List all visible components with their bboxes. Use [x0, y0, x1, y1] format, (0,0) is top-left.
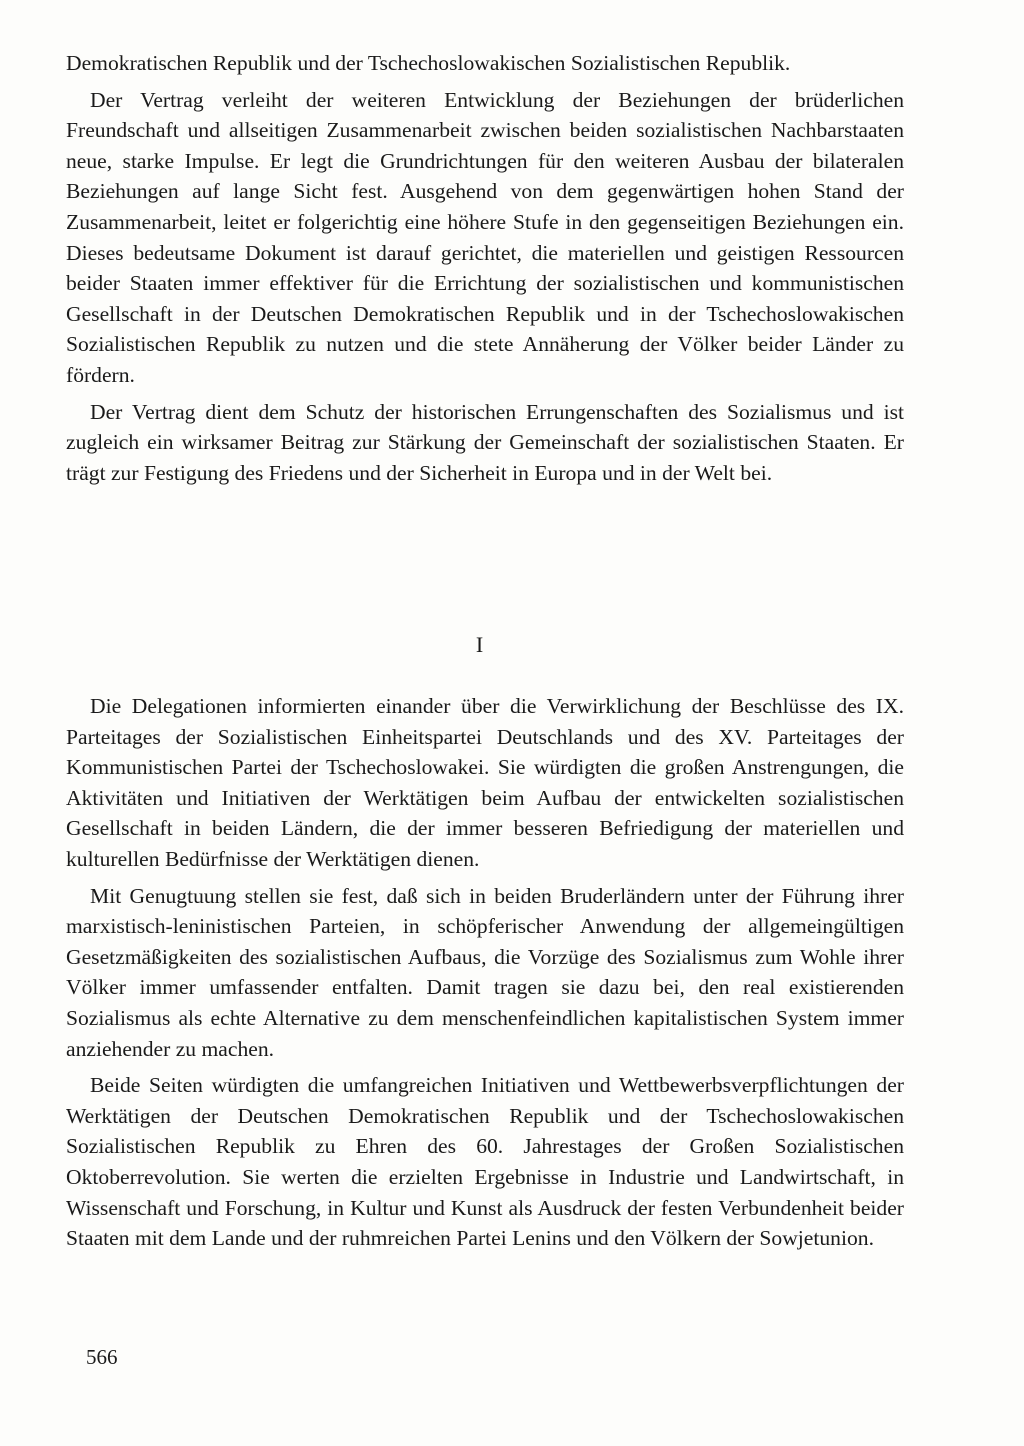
paragraph-continuation: Demokratischen Republik und der Tschechoslowakischen Sozialistischen Republik. [66, 51, 791, 75]
page-number: 566 [86, 1345, 118, 1369]
paragraph: Der Vertrag dient dem Schutz der historischen Errungenschaften des Sozialismus und ist zugleich ein wirksamer Beitrag zur Stärkung der Gemeinschaft der sozialistischen Staaten. Er trägt zur Festigung des Friedens und der Sicherheit in Europa und in der Welt bei. [66, 399, 904, 485]
opening-text-block [66, 48, 904, 488]
section-heading: I [475, 632, 485, 657]
paragraph: Mit Genugtuung stellen sie fest, daß sich in beiden Bruderländern unter der Führung ihrer marxistisch-leninistischen Parteien, in schöpferischer Anwendung der allgemeingültigen Gesetzmäßigkeiten des sozialistischen Aufbaus, die Vorzüge des Sozialismus zum Wohle ihrer Völker immer umfassender entfalten. Damit tragen sie dazu bei, den real existierenden Sozialismus als echte Alternative zu dem menschenfeindlichen kapitalistischen System immer anziehender zu machen. [66, 883, 904, 1061]
paragraph: Beide Seiten würdigten die umfangreichen Initiativen und Wettbewerbsverpflichtungen der Werktätigen der Deutschen Demokratischen Republik und der Tschechoslowakischen Sozialistischen Republik zu Ehren des 60. Jahrestages der Großen Sozialistischen Oktoberrevolution. Sie werten die erzielten Ergebnisse in Industrie und Landwirtschaft, in Wissenschaft und Forschung, in Kultur und Kunst als Ausdruck der festen Verbundenheit beider Staaten mit dem Lande und der ruhmreichen Partei Lenins und den Völkern der Sowjetunion. [66, 1073, 904, 1251]
paragraph: Die Delegationen informierten einander über die Verwirklichung der Beschlüsse des IX. Parteitages der Sozialistischen Einheitspartei Deutschlands und des XV. Parteitages der Kommunistischen Partei der Tschechoslowakei. Sie würdigten die großen Anstrengungen, die Aktivitäten und Initiativen der Werktätigen beim Aufbau der entwickelten sozialistischen Gesellschaft in beiden Ländern, die der immer besseren Befriedigung der materiellen und kulturellen Bedürfnisse der Werktätigen dienen. [66, 694, 904, 871]
paragraph: Der Vertrag verleiht der weiteren Entwicklung der Beziehungen der brüderlichen Freundschaft und allseitigen Zusammenarbeit zwischen beiden sozialistischen Nachbarstaaten neue, starke Impulse. Er legt die Grundrichtungen für den weiteren Ausbau der bilateralen Beziehungen auf lange Sicht fest. Ausgehend von dem gegenwärtigen hohen Stand der Zusammenarbeit, leitet er folgerichtig eine höhere Stufe in den gegenseitigen Beziehungen ein. Dieses bedeutsame Dokument ist darauf gerichtet, die materiellen und geistigen Ressourcen beider Staaten immer effektiver für die Errichtung der sozialistischen und kommunistischen Gesellschaft in der Deutschen Demokratischen Republik und in der Tschechoslowakischen Sozialistischen Republik zu nutzen und die stete Annäherung der Völker beider Länder zu fördern. [66, 87, 904, 387]
section-text-block [66, 691, 904, 1254]
